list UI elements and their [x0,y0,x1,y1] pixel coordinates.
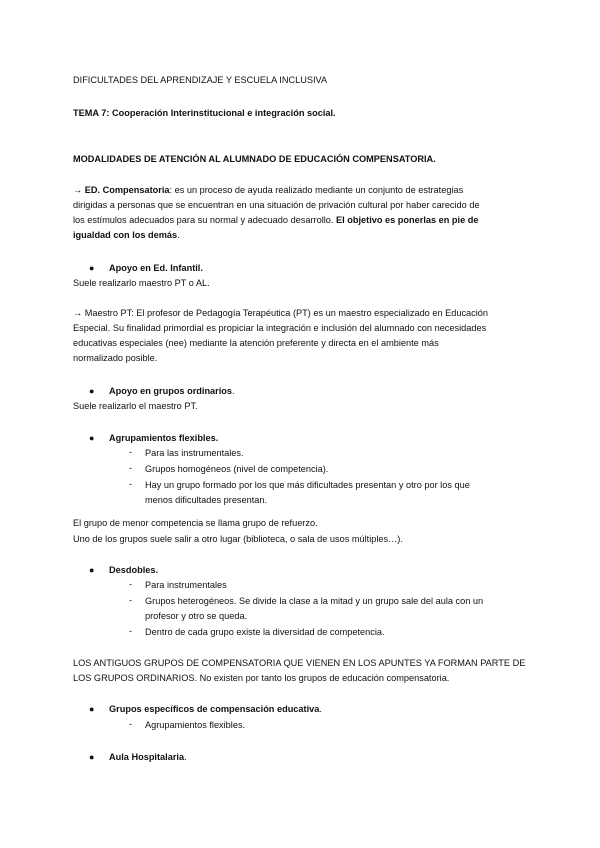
especificos-period: . [319,704,322,714]
flexibles-note-1: El grupo de menor competencia se llama grupo de refuerzo. [73,518,318,528]
dash-icon: - [129,595,133,605]
bullet-icon: ● [89,263,95,273]
desdobles-item: Grupos heterogéneos. Se divide la clase a la mitad y un grupo sale del aula con un [145,596,484,606]
compensatoria-line-4 [73,229,180,241]
compensatoria-period: . [177,230,180,240]
ordinarios-title-text: Apoyo en grupos ordinarios [109,386,233,396]
topic-title: Cooperación Interinstitucional e integración social. [111,108,336,118]
compensatoria-text-3: los estímulos adecuados para su normal y adecuado desarrollo. [73,215,334,225]
maestro-pt-line-1: → Maestro PT: El profesor de Pedagogía Terapéutica (PT) es un maestro especializado en Educación [73,308,489,318]
maestro-pt-line-4: normalizado posible. [73,353,158,363]
maestro-pt-line-2: Especial. Su finalidad primordial es propiciar la integración e inclusión del alumnado con necesidades [73,323,487,333]
flexibles-item: Hay un grupo formado por los que más dificultades presentan y otro por los que [145,480,470,490]
ordinarios-period: . [232,386,235,396]
hospitalaria-title [109,751,187,763]
bullet-icon: ● [89,386,95,396]
ordinarios-title [109,385,235,397]
dash-icon: - [129,579,133,589]
compensatoria-line-1 [73,184,463,196]
bullet-icon: ● [89,704,95,714]
desdobles-item: Dentro de cada grupo existe la diversidad de competencia. [145,627,385,637]
dash-icon: - [129,626,133,636]
compensatoria-line-2: dirigidas a personas que se encuentran en una situación de privación cultural por haber carecido de [73,200,480,210]
dash-icon: - [129,479,133,489]
flexibles-item: Para las instrumentales. [145,448,244,458]
dash-icon: - [129,447,133,457]
flexibles-item: Grupos homogéneos (nivel de competencia). [145,464,329,474]
topic-heading [73,107,336,119]
maestro-pt-line-3: educativas especiales (nee) mediante la atención preferente y directa en el ambiente más [73,338,439,348]
infantil-title: Apoyo en Ed. Infantil. [109,263,203,273]
desdobles-item-continuation: profesor y otro se queda. [145,611,248,621]
compensatoria-term: → ED. Compensatoria [73,185,170,195]
flexibles-title: Agrupamientos flexibles. [109,433,219,443]
bullet-icon: ● [89,565,95,575]
infantil-note: Suele realizarlo maestro PT o AL. [73,278,210,288]
desdobles-item: Para instrumentales [145,580,227,590]
dash-icon: - [129,463,133,473]
antiguos-line-2: LOS GRUPOS ORDINARIOS. No existen por tanto los grupos de educación compensatoria. [73,673,450,683]
compensatoria-line-3 [73,214,478,226]
ordinarios-note: Suele realizarlo el maestro PT. [73,401,198,411]
flexibles-item-continuation: menos dificultades presentan. [145,495,268,505]
antiguos-line-1: LOS ANTIGUOS GRUPOS DE COMPENSATORIA QUE VIENEN EN LOS APUNTES YA FORMAN PARTE DE [73,658,526,668]
section-title: MODALIDADES DE ATENCIÓN AL ALUMNADO DE EDUCACIÓN COMPENSATORIA. [73,154,436,164]
especificos-title [109,703,322,715]
especificos-item: Agrupamientos flexibles. [145,720,246,730]
compensatoria-text: : es un proceso de ayuda realizado mediante un conjunto de estrategias [169,185,464,195]
dash-icon: - [129,719,133,729]
document-header: DIFICULTADES DEL APRENDIZAJE Y ESCUELA INCLUSIVA [73,75,328,85]
bullet-icon: ● [89,433,95,443]
especificos-title-text: Grupos específicos de compensación educativa [109,704,320,714]
desdobles-title: Desdobles. [109,565,159,575]
hospitalaria-period: . [184,752,187,762]
bullet-icon: ● [89,752,95,762]
compensatoria-objective-end: igualdad con los demás [73,230,178,240]
topic-label: TEMA 7: [73,108,110,118]
flexibles-note-2: Uno de los grupos suele salir a otro lugar (biblioteca, o sala de usos múltiples…). [73,534,403,544]
compensatoria-objective: El objetivo es ponerlas en pie de [336,215,479,225]
hospitalaria-title-text: Aula Hospitalaria [109,752,185,762]
